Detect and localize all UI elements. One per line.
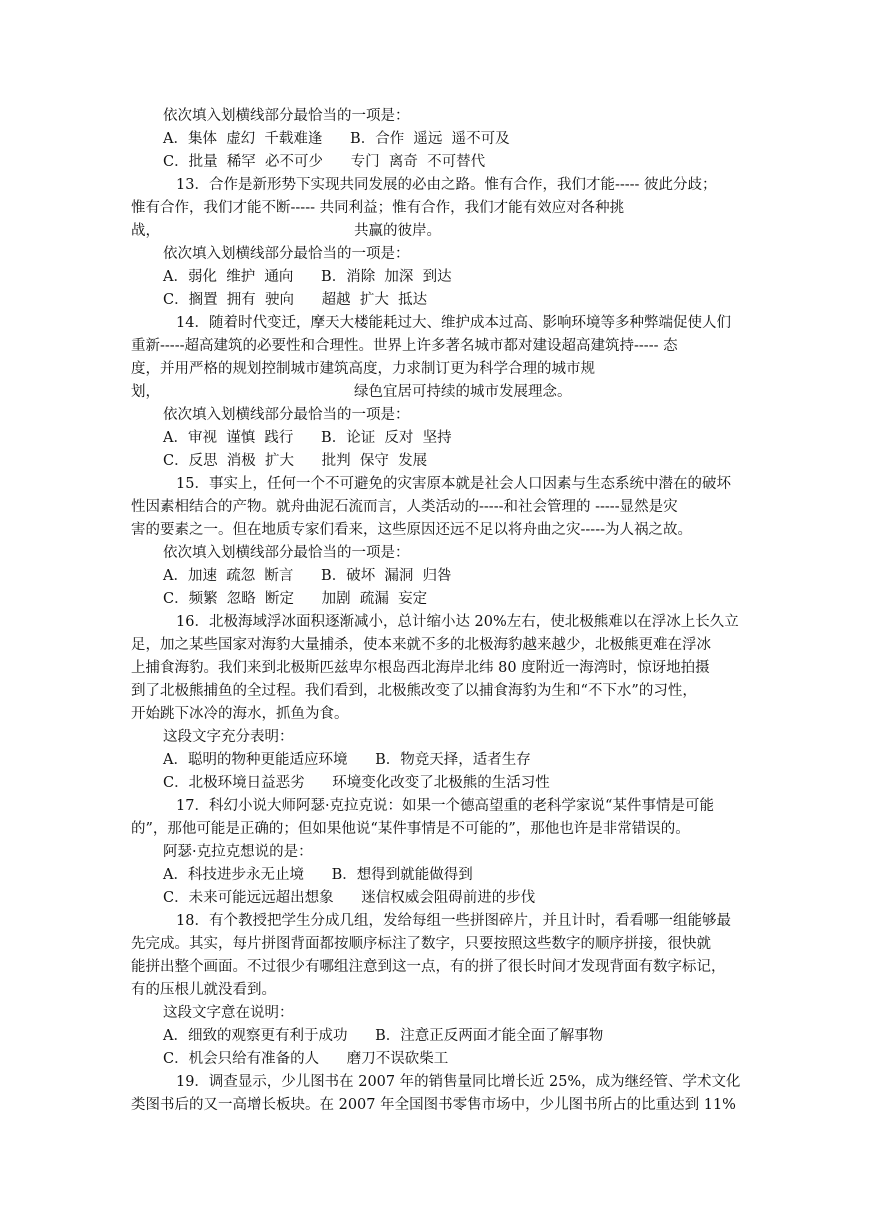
question-17-line: 17．科幻小说大师阿瑟·克拉克说：如果一个德高望重的老科学家说“某件事情是可能 — [176, 798, 714, 814]
option-line: C．机会只给有准备的人 磨刀不误砍柴工 — [163, 1051, 449, 1067]
text-line: 开始跳下冰冷的海水，抓鱼为食。 — [131, 706, 349, 722]
option-line: C．未来可能远远超出想象 迷信权威会阻碍前进的步伐 — [163, 890, 536, 906]
text-line: 惟有合作，我们才能不断----- 共同利益；惟有合作，我们才能有效应对各种挑 — [131, 200, 625, 216]
text-line: 依次填入划横线部分最恰当的一项是： — [163, 246, 410, 262]
option-line: A．科技进步永无止境 B．想得到就能做得到 — [163, 867, 473, 883]
text-line: 的”，那他可能是正确的；但如果他说“某件事情是不可能的”，那他也许是非常错误的。 — [131, 821, 690, 837]
text-line: 这段文字意在说明： — [163, 1005, 294, 1021]
question-18-line: 18．有个教授把学生分成几组，发给每组一些拼图碎片，并且计时，看看哪一组能够最 — [176, 913, 731, 929]
text-line: 共赢的彼岸。 — [354, 223, 441, 239]
text-line: 害的要素之一。但在地质专家们看来，这些原因还远不足以将舟曲之灾-----为人祸之故。 — [131, 522, 692, 538]
option-line: C．北极环境日益恶劣 环境变化改变了北极熊的生活习性 — [163, 775, 550, 791]
text-line: 依次填入划横线部分最恰当的一项是： — [163, 108, 410, 124]
text-line: 有的压根儿就没看到。 — [131, 982, 276, 998]
option-line: C．批量 稀罕 必不可少 专门 离奇 不可替代 — [163, 154, 486, 170]
text-line: 类图书后的又一高增长板块。在 2007 年全国图书零售市场中，少儿图书所占的比重达到 11% — [131, 1097, 736, 1113]
question-16-line: 16．北极海域浮冰面积逐渐减小，总计缩小达 20%左右，使北极熊难以在浮冰上长久立 — [176, 614, 739, 630]
text-line: 绿色宜居可持续的城市发展理念。 — [354, 384, 572, 400]
option-line: A．集体 虚幻 千载难逢 B．合作 遥远 遥不可及 — [163, 131, 510, 147]
text-line: 足，加之某些国家对海豹大量捕杀，使本来就不多的北极海豹越来越少，北极熊更难在浮冰 — [131, 637, 711, 653]
option-line: A．细致的观察更有利于成功 B．注意正反两面才能全面了解事物 — [163, 1028, 604, 1044]
text-line: 到了北极熊捕鱼的全过程。我们看到，北极熊改变了以捕食海豹为生和“不下水”的习性， — [131, 683, 697, 699]
option-line: C．频繁 忽略 断定 加剧 疏漏 妄定 — [163, 591, 428, 607]
text-line: 依次填入划横线部分最恰当的一项是： — [163, 545, 410, 561]
question-15-line: 15．事实上，任何一个不可避免的灾害原本就是社会人口因素与生态系统中潜在的破坏 — [176, 476, 731, 492]
question-19-line: 19．调查显示，少儿图书在 2007 年的销售量同比增长近 25%，成为继经管、学术文化 — [176, 1074, 741, 1090]
text-line: 阿瑟·克拉克想说的是： — [163, 844, 313, 860]
text-line: 度，并用严格的规划控制城市建筑高度，力求制订更为科学合理的城市规 — [131, 361, 595, 377]
question-14-line: 14．随着时代变迁，摩天大楼能耗过大、维护成本过高、影响环境等多种弊端促使人们 — [176, 315, 731, 331]
text-line: 依次填入划横线部分最恰当的一项是： — [163, 407, 410, 423]
option-line: C．反思 消极 扩大 批判 保守 发展 — [163, 453, 428, 469]
text-line: 重新-----超高建筑的必要性和合理性。世界上许多著名城市都对建设超高建筑持----- 态 — [131, 338, 678, 354]
option-line: A．加速 疏忽 断言 B．破坏 漏洞 归咎 — [163, 568, 452, 584]
text-line: 能拼出整个画面。不过很少有哪组注意到这一点，有的拼了很长时间才发现背面有数字标记， — [131, 959, 726, 975]
text-line: 战， — [131, 223, 160, 239]
text-line: 上捕食海豹。我们来到北极斯匹兹卑尔根岛西北海岸北纬 80 度附近一海湾时，惊讶地拍摄 — [131, 660, 710, 676]
option-line: A．弱化 维护 通向 B．消除 加深 到达 — [163, 269, 452, 285]
text-line: 先完成。其实，每片拼图背面都按顺序标注了数字，只要按照这些数字的顺序拼接，很快就 — [131, 936, 711, 952]
option-line: A．审视 谨慎 践行 B．论证 反对 坚持 — [163, 430, 452, 446]
text-line: 这段文字充分表明： — [163, 729, 294, 745]
text-line: 性因素相结合的产物。就舟曲泥石流而言，人类活动的-----和社会管理的 -----显然是灾 — [131, 499, 678, 515]
text-line: 划， — [131, 384, 160, 400]
option-line: A．聪明的物种更能适应环境 B．物竞天择，适者生存 — [163, 752, 531, 768]
option-line: C．搁置 拥有 驶向 超越 扩大 抵达 — [163, 292, 428, 308]
question-13-line: 13．合作是新形势下实现共同发展的必由之路。惟有合作，我们才能----- 彼此分歧； — [176, 177, 717, 193]
